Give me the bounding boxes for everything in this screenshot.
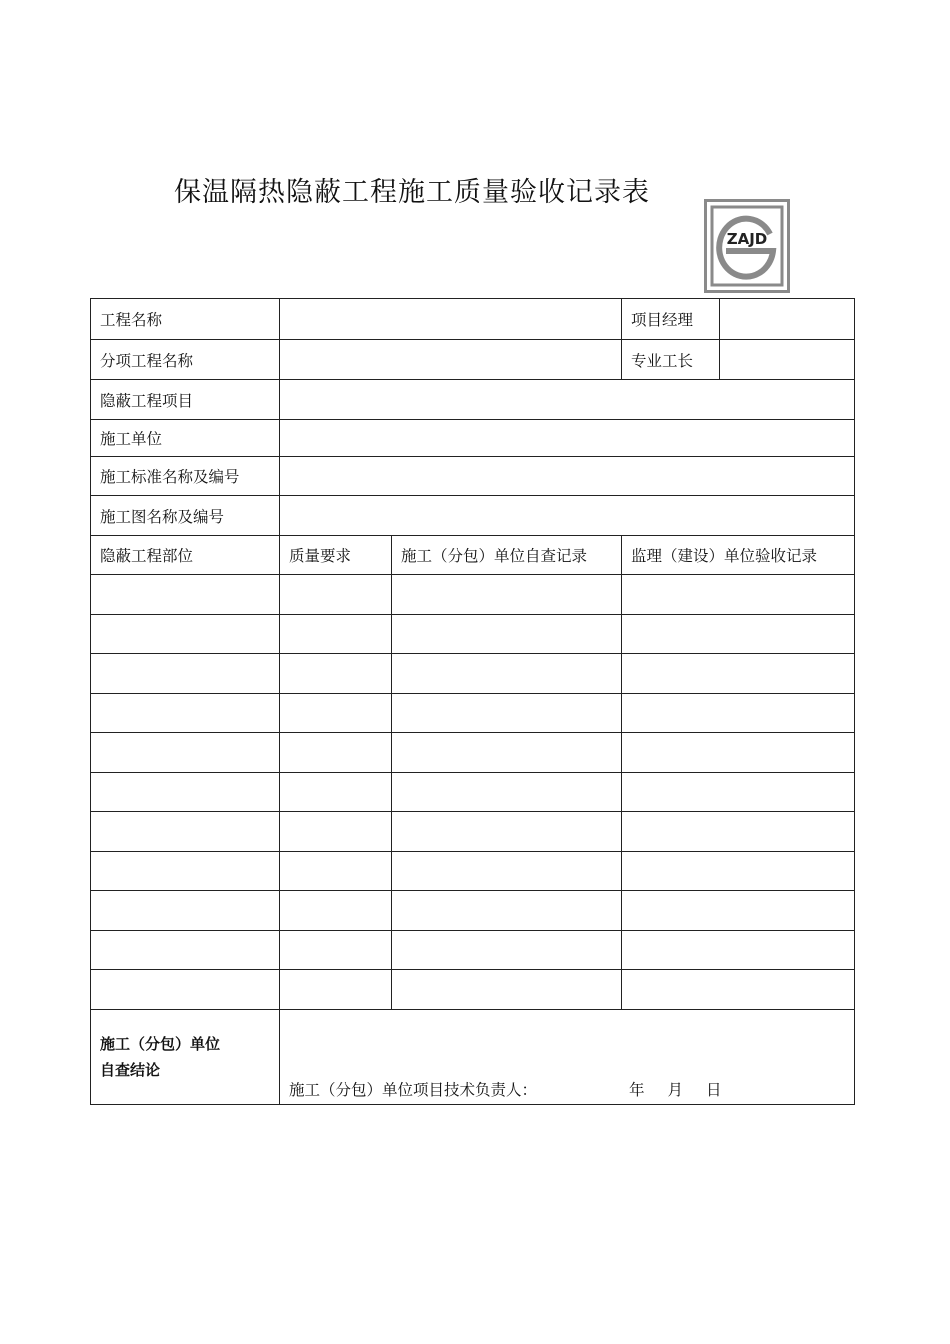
zajd-logo [704,199,790,293]
record-row [91,930,855,970]
quality-cell[interactable] [280,772,392,812]
document-title: 保温隔热隐蔽工程施工质量验收记录表 [174,177,650,208]
record-row [91,851,855,891]
quality-cell[interactable] [280,614,392,654]
quality-cell[interactable] [280,575,392,615]
self-check-cell[interactable] [392,970,622,1010]
supervisor-cell[interactable] [622,812,855,852]
quality-cell[interactable] [280,812,392,852]
self-check-cell[interactable] [392,891,622,931]
project-manager-label: 项目经理 [622,299,720,340]
concealed-item-label: 隐蔽工程项目 [91,380,280,420]
project-name-row [91,299,855,340]
column-header-self-check: 施工（分包）单位自查记录 [392,536,622,575]
project-name-label: 工程名称 [91,299,280,340]
column-header-row [91,536,855,575]
self-check-cell[interactable] [392,772,622,812]
standard-label: 施工标准名称及编号 [91,457,280,496]
supervisor-cell[interactable] [622,654,855,694]
supervisor-cell[interactable] [622,733,855,773]
location-cell[interactable] [91,851,280,891]
record-row [91,970,855,1010]
construction-unit-label: 施工单位 [91,420,280,457]
self-check-cell[interactable] [392,614,622,654]
supervisor-cell[interactable] [622,930,855,970]
quality-cell[interactable] [280,654,392,694]
location-cell[interactable] [91,575,280,615]
logo-text: ZAJD [726,230,768,248]
self-check-cell[interactable] [392,851,622,891]
self-check-cell[interactable] [392,693,622,733]
self-check-cell[interactable] [392,812,622,852]
location-cell[interactable] [91,693,280,733]
record-row [91,614,855,654]
column-header-quality: 质量要求 [280,536,392,575]
supervisor-cell[interactable] [622,891,855,931]
quality-cell[interactable] [280,733,392,773]
construction-unit-row [91,420,855,457]
quality-cell[interactable] [280,891,392,931]
record-row [91,812,855,852]
record-row [91,654,855,694]
conclusion-row [91,1009,855,1104]
self-check-cell[interactable] [392,930,622,970]
sub-project-name-label: 分项工程名称 [91,340,280,380]
supervisor-cell[interactable] [622,851,855,891]
supervisor-cell[interactable] [622,772,855,812]
construction-unit-field[interactable] [280,420,855,457]
sub-project-row [91,340,855,380]
project-name-field[interactable] [280,299,622,340]
record-row [91,772,855,812]
location-cell[interactable] [91,970,280,1010]
conclusion-field[interactable] [280,1009,855,1104]
signer-label: 施工（分包）单位项目技术负责人： [289,1080,538,1099]
sign-date [629,1078,745,1100]
quality-cell[interactable] [280,970,392,1010]
record-row [91,891,855,931]
drawing-field[interactable] [280,496,855,536]
inspection-form-table [90,298,855,1105]
record-row [91,693,855,733]
self-check-cell[interactable] [392,575,622,615]
quality-cell[interactable] [280,851,392,891]
concealed-item-row [91,380,855,420]
conclusion-label-line1: 施工（分包）单位 [100,1034,221,1053]
location-cell[interactable] [91,733,280,773]
location-cell[interactable] [91,614,280,654]
supervisor-cell[interactable] [622,575,855,615]
foreman-label: 专业工长 [622,340,720,380]
column-header-location: 隐蔽工程部位 [91,536,280,575]
year-label: 年 [629,1080,645,1099]
sub-project-name-field[interactable] [280,340,622,380]
location-cell[interactable] [91,891,280,931]
record-rows [91,575,855,1010]
column-header-supervisor: 监理（建设）单位验收记录 [622,536,855,575]
record-row [91,575,855,615]
self-check-cell[interactable] [392,733,622,773]
drawing-label: 施工图名称及编号 [91,496,280,536]
month-label: 月 [667,1080,684,1099]
quality-cell[interactable] [280,693,392,733]
location-cell[interactable] [91,772,280,812]
location-cell[interactable] [91,654,280,694]
foreman-field[interactable] [720,340,855,380]
location-cell[interactable] [91,812,280,852]
location-cell[interactable] [91,930,280,970]
quality-cell[interactable] [280,930,392,970]
supervisor-cell[interactable] [622,693,855,733]
conclusion-label-line2: 自查结论 [100,1060,161,1079]
concealed-item-field[interactable] [280,380,855,420]
day-label: 日 [706,1080,722,1099]
standard-row [91,457,855,496]
supervisor-cell[interactable] [622,614,855,654]
project-manager-field[interactable] [720,299,855,340]
conclusion-label [91,1009,280,1104]
record-row [91,733,855,773]
standard-field[interactable] [280,457,855,496]
self-check-cell[interactable] [392,654,622,694]
drawing-row [91,496,855,536]
supervisor-cell[interactable] [622,970,855,1010]
